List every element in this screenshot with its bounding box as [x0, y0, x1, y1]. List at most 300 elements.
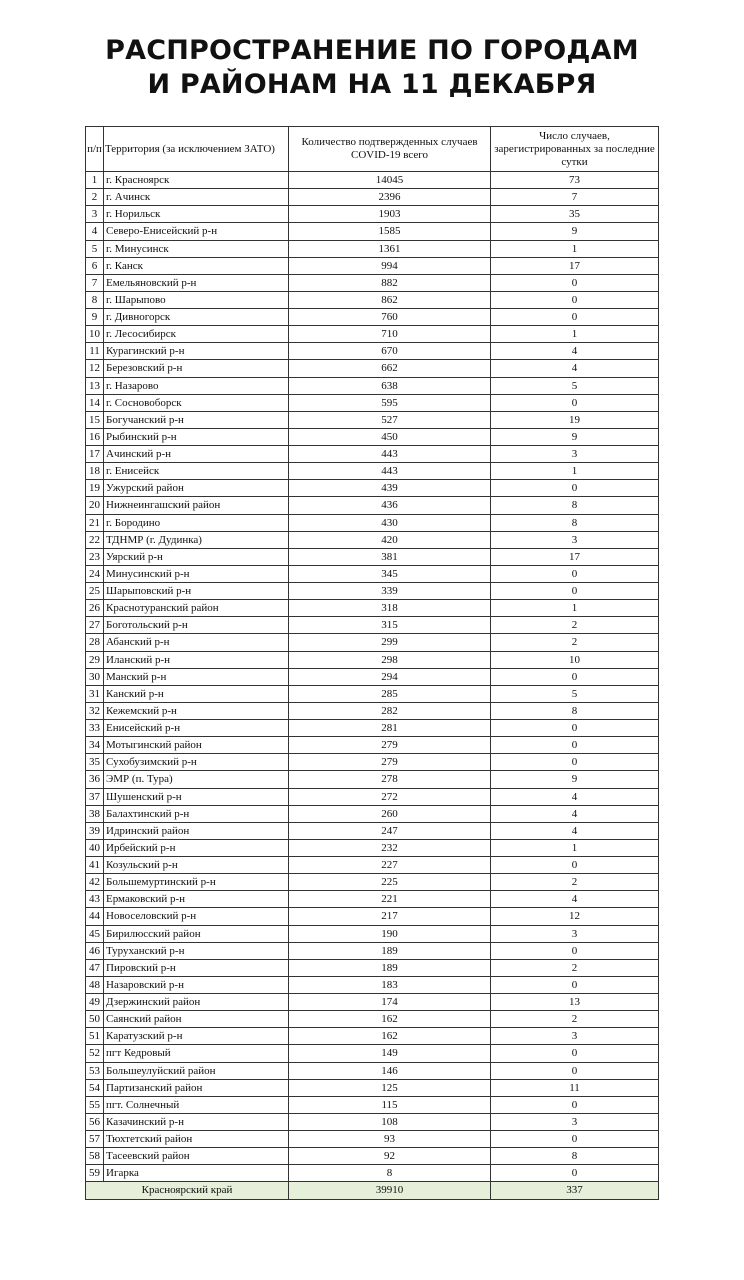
- row-territory: Казачинский р-н: [104, 1113, 289, 1130]
- row-daily-cases: 1: [491, 326, 659, 343]
- row-total-cases: 381: [289, 548, 491, 565]
- table-row: [86, 857, 659, 874]
- row-number: 49: [86, 994, 104, 1011]
- row-daily-cases: 11: [491, 1079, 659, 1096]
- row-daily-cases: 0: [491, 668, 659, 685]
- row-total-cases: 279: [289, 737, 491, 754]
- row-daily-cases: 3: [491, 446, 659, 463]
- row-daily-cases: 0: [491, 394, 659, 411]
- row-daily-cases: 0: [491, 1165, 659, 1182]
- row-number: 31: [86, 685, 104, 702]
- row-territory: г. Енисейск: [104, 463, 289, 480]
- row-total-cases: 345: [289, 565, 491, 582]
- row-number: 16: [86, 428, 104, 445]
- row-territory: г. Ачинск: [104, 189, 289, 206]
- row-daily-cases: 0: [491, 565, 659, 582]
- row-territory: Северо-Енисейский р-н: [104, 223, 289, 240]
- row-number: 11: [86, 343, 104, 360]
- table-row: [86, 754, 659, 771]
- row-total-cases: 227: [289, 857, 491, 874]
- row-total-cases: 183: [289, 976, 491, 993]
- row-total-cases: 8: [289, 1165, 491, 1182]
- row-daily-cases: 0: [491, 720, 659, 737]
- table-row: [86, 959, 659, 976]
- row-number: 12: [86, 360, 104, 377]
- page-title-line-1: РАСПРОСТРАНЕНИЕ ПО ГОРОДАМ: [105, 35, 639, 66]
- table-row: [86, 668, 659, 685]
- row-total-cases: 994: [289, 257, 491, 274]
- table-row: [86, 326, 659, 343]
- row-number: 1: [86, 172, 104, 189]
- page-title: [0, 34, 744, 102]
- row-number: 50: [86, 1011, 104, 1028]
- row-number: 41: [86, 857, 104, 874]
- row-total-cases: 420: [289, 531, 491, 548]
- row-territory: Шарыповский р-н: [104, 583, 289, 600]
- table-row: [86, 274, 659, 291]
- row-number: 33: [86, 720, 104, 737]
- row-number: 29: [86, 651, 104, 668]
- table-row: [86, 343, 659, 360]
- row-territory: г. Шарыпово: [104, 291, 289, 308]
- page-title-line-2: И РАЙОНАМ НА 11 ДЕКАБРЯ: [147, 69, 597, 100]
- total-row-daily-cases: 337: [491, 1182, 659, 1199]
- row-number: 54: [86, 1079, 104, 1096]
- row-territory: г. Лесосибирск: [104, 326, 289, 343]
- table-row: [86, 291, 659, 308]
- covid-cases-table: [85, 126, 659, 1200]
- row-territory: Канский р-н: [104, 685, 289, 702]
- row-total-cases: 862: [289, 291, 491, 308]
- table-row: [86, 309, 659, 326]
- row-territory: Енисейский р-н: [104, 720, 289, 737]
- row-total-cases: 225: [289, 874, 491, 891]
- row-number: 21: [86, 514, 104, 531]
- row-daily-cases: 3: [491, 531, 659, 548]
- row-daily-cases: 8: [491, 497, 659, 514]
- row-territory: г. Красноярск: [104, 172, 289, 189]
- row-territory: Кежемский р-н: [104, 702, 289, 719]
- table-row: [86, 480, 659, 497]
- row-daily-cases: 1: [491, 240, 659, 257]
- row-daily-cases: 17: [491, 548, 659, 565]
- row-daily-cases: 9: [491, 428, 659, 445]
- row-territory: Абанский р-н: [104, 634, 289, 651]
- row-territory: г. Сосновоборск: [104, 394, 289, 411]
- row-territory: Большемуртинский р-н: [104, 874, 289, 891]
- row-number: 43: [86, 891, 104, 908]
- row-territory: пгт Кедровый: [104, 1045, 289, 1062]
- table-row: [86, 1165, 659, 1182]
- table-row: [86, 1011, 659, 1028]
- row-territory: Бирилюсский район: [104, 925, 289, 942]
- row-daily-cases: 0: [491, 291, 659, 308]
- row-total-cases: 710: [289, 326, 491, 343]
- row-territory: Березовский р-н: [104, 360, 289, 377]
- table-row: [86, 411, 659, 428]
- row-daily-cases: 3: [491, 1028, 659, 1045]
- table-row: [86, 737, 659, 754]
- row-total-cases: 315: [289, 617, 491, 634]
- table-row: [86, 1096, 659, 1113]
- row-territory: Краснотуранский район: [104, 600, 289, 617]
- row-territory: Сухобузимский р-н: [104, 754, 289, 771]
- row-daily-cases: 0: [491, 857, 659, 874]
- row-number: 23: [86, 548, 104, 565]
- row-territory: Идринский район: [104, 822, 289, 839]
- row-daily-cases: 0: [491, 1045, 659, 1062]
- row-total-cases: 339: [289, 583, 491, 600]
- row-total-cases: 278: [289, 771, 491, 788]
- header-total-cases: Количество подтвержденных случаев COVID-19 всего: [289, 127, 491, 172]
- row-territory: Боготольский р-н: [104, 617, 289, 634]
- row-total-cases: 146: [289, 1062, 491, 1079]
- row-daily-cases: 5: [491, 377, 659, 394]
- table-row: [86, 446, 659, 463]
- row-total-cases: 595: [289, 394, 491, 411]
- row-territory: пгт. Солнечный: [104, 1096, 289, 1113]
- row-daily-cases: 19: [491, 411, 659, 428]
- row-territory: Пировский р-н: [104, 959, 289, 976]
- row-territory: Ачинский р-н: [104, 446, 289, 463]
- row-number: 19: [86, 480, 104, 497]
- row-territory: Ирбейский р-н: [104, 839, 289, 856]
- row-territory: Партизанский район: [104, 1079, 289, 1096]
- row-total-cases: 232: [289, 839, 491, 856]
- row-total-cases: 527: [289, 411, 491, 428]
- row-total-cases: 115: [289, 1096, 491, 1113]
- row-total-cases: 299: [289, 634, 491, 651]
- row-total-cases: 1903: [289, 206, 491, 223]
- total-row-label: Красноярский край: [86, 1182, 289, 1199]
- row-daily-cases: 10: [491, 651, 659, 668]
- row-number: 13: [86, 377, 104, 394]
- row-daily-cases: 3: [491, 925, 659, 942]
- row-total-cases: 443: [289, 463, 491, 480]
- table-row: [86, 942, 659, 959]
- row-daily-cases: 1: [491, 463, 659, 480]
- row-daily-cases: 2: [491, 874, 659, 891]
- table-row: [86, 1028, 659, 1045]
- table-row: [86, 394, 659, 411]
- row-daily-cases: 2: [491, 959, 659, 976]
- row-number: 45: [86, 925, 104, 942]
- row-territory: Ужурский район: [104, 480, 289, 497]
- row-daily-cases: 0: [491, 309, 659, 326]
- row-daily-cases: 13: [491, 994, 659, 1011]
- row-total-cases: 882: [289, 274, 491, 291]
- row-daily-cases: 0: [491, 583, 659, 600]
- table-row: [86, 1131, 659, 1148]
- row-total-cases: 318: [289, 600, 491, 617]
- table-row: [86, 822, 659, 839]
- row-daily-cases: 4: [491, 343, 659, 360]
- row-daily-cases: 4: [491, 805, 659, 822]
- row-number: 55: [86, 1096, 104, 1113]
- row-daily-cases: 3: [491, 1113, 659, 1130]
- row-daily-cases: 73: [491, 172, 659, 189]
- row-daily-cases: 0: [491, 942, 659, 959]
- row-territory: Ермаковский р-н: [104, 891, 289, 908]
- row-number: 56: [86, 1113, 104, 1130]
- row-territory: Большеулуйский район: [104, 1062, 289, 1079]
- table-row: [86, 360, 659, 377]
- row-territory: Козульский р-н: [104, 857, 289, 874]
- header-daily-cases: Число случаев, зарегистрированных за последние сутки: [491, 127, 659, 172]
- row-territory: Мотыгинский район: [104, 737, 289, 754]
- row-number: 47: [86, 959, 104, 976]
- row-total-cases: 221: [289, 891, 491, 908]
- row-territory: Рыбинский р-н: [104, 428, 289, 445]
- row-number: 8: [86, 291, 104, 308]
- row-total-cases: 443: [289, 446, 491, 463]
- row-daily-cases: 0: [491, 480, 659, 497]
- row-daily-cases: 2: [491, 617, 659, 634]
- row-daily-cases: 35: [491, 206, 659, 223]
- row-territory: г. Канск: [104, 257, 289, 274]
- row-total-cases: 217: [289, 908, 491, 925]
- row-daily-cases: 17: [491, 257, 659, 274]
- table-row: [86, 600, 659, 617]
- row-daily-cases: 0: [491, 754, 659, 771]
- header-territory: Территория (за исключением ЗАТО): [104, 127, 289, 172]
- table-row: [86, 548, 659, 565]
- table-row: [86, 685, 659, 702]
- row-territory: Новоселовский р-н: [104, 908, 289, 925]
- row-total-cases: 285: [289, 685, 491, 702]
- table-row: [86, 257, 659, 274]
- row-total-cases: 294: [289, 668, 491, 685]
- row-daily-cases: 0: [491, 274, 659, 291]
- table-row: [86, 463, 659, 480]
- table-row: [86, 788, 659, 805]
- row-number: 17: [86, 446, 104, 463]
- table-row: [86, 891, 659, 908]
- row-daily-cases: 4: [491, 822, 659, 839]
- row-number: 58: [86, 1148, 104, 1165]
- row-territory: г. Назарово: [104, 377, 289, 394]
- row-total-cases: 260: [289, 805, 491, 822]
- table-row: [86, 925, 659, 942]
- row-daily-cases: 0: [491, 737, 659, 754]
- row-number: 37: [86, 788, 104, 805]
- row-total-cases: 662: [289, 360, 491, 377]
- row-number: 59: [86, 1165, 104, 1182]
- table-row: [86, 994, 659, 1011]
- row-number: 27: [86, 617, 104, 634]
- table-row: [86, 189, 659, 206]
- row-number: 9: [86, 309, 104, 326]
- row-number: 3: [86, 206, 104, 223]
- row-total-cases: 14045: [289, 172, 491, 189]
- total-row-total-cases: 39910: [289, 1182, 491, 1199]
- row-number: 32: [86, 702, 104, 719]
- row-daily-cases: 5: [491, 685, 659, 702]
- row-daily-cases: 4: [491, 788, 659, 805]
- row-daily-cases: 2: [491, 634, 659, 651]
- table-row: [86, 702, 659, 719]
- row-number: 18: [86, 463, 104, 480]
- table-row: [86, 583, 659, 600]
- row-territory: Игарка: [104, 1165, 289, 1182]
- row-territory: г. Норильск: [104, 206, 289, 223]
- row-total-cases: 247: [289, 822, 491, 839]
- row-total-cases: 272: [289, 788, 491, 805]
- row-daily-cases: 0: [491, 1131, 659, 1148]
- row-total-cases: 638: [289, 377, 491, 394]
- table-row: [86, 617, 659, 634]
- row-territory: г. Бородино: [104, 514, 289, 531]
- total-row: [86, 1182, 659, 1199]
- row-territory: Тасеевский район: [104, 1148, 289, 1165]
- row-total-cases: 282: [289, 702, 491, 719]
- table-row: [86, 497, 659, 514]
- row-total-cases: 760: [289, 309, 491, 326]
- row-total-cases: 298: [289, 651, 491, 668]
- row-territory: Уярский р-н: [104, 548, 289, 565]
- table-body: [86, 172, 659, 1200]
- table-row: [86, 1148, 659, 1165]
- row-daily-cases: 0: [491, 1062, 659, 1079]
- table-row: [86, 531, 659, 548]
- row-number: 28: [86, 634, 104, 651]
- row-territory: Курагинский р-н: [104, 343, 289, 360]
- row-number: 39: [86, 822, 104, 839]
- row-total-cases: 93: [289, 1131, 491, 1148]
- row-territory: Минусинский р-н: [104, 565, 289, 582]
- table-row: [86, 1079, 659, 1096]
- row-number: 48: [86, 976, 104, 993]
- row-daily-cases: 9: [491, 771, 659, 788]
- row-daily-cases: 9: [491, 223, 659, 240]
- row-daily-cases: 4: [491, 360, 659, 377]
- row-daily-cases: 8: [491, 514, 659, 531]
- row-number: 4: [86, 223, 104, 240]
- row-number: 30: [86, 668, 104, 685]
- table-row: [86, 908, 659, 925]
- row-territory: Туруханский р-н: [104, 942, 289, 959]
- table-row: [86, 223, 659, 240]
- row-daily-cases: 1: [491, 839, 659, 856]
- row-total-cases: 436: [289, 497, 491, 514]
- row-total-cases: 149: [289, 1045, 491, 1062]
- row-number: 36: [86, 771, 104, 788]
- row-total-cases: 125: [289, 1079, 491, 1096]
- row-number: 57: [86, 1131, 104, 1148]
- row-number: 42: [86, 874, 104, 891]
- header-number: п/п: [86, 127, 104, 172]
- row-territory: Дзержинский район: [104, 994, 289, 1011]
- row-number: 34: [86, 737, 104, 754]
- row-number: 35: [86, 754, 104, 771]
- row-number: 7: [86, 274, 104, 291]
- row-number: 40: [86, 839, 104, 856]
- table-row: [86, 634, 659, 651]
- row-number: 20: [86, 497, 104, 514]
- row-number: 22: [86, 531, 104, 548]
- row-total-cases: 1585: [289, 223, 491, 240]
- row-territory: ТДНМР (г. Дудинка): [104, 531, 289, 548]
- table-row: [86, 514, 659, 531]
- row-total-cases: 279: [289, 754, 491, 771]
- table-row: [86, 771, 659, 788]
- row-daily-cases: 2: [491, 1011, 659, 1028]
- row-total-cases: 430: [289, 514, 491, 531]
- table-row: [86, 1045, 659, 1062]
- table-row: [86, 206, 659, 223]
- row-number: 6: [86, 257, 104, 274]
- table-row: [86, 720, 659, 737]
- row-number: 38: [86, 805, 104, 822]
- row-number: 25: [86, 583, 104, 600]
- row-total-cases: 162: [289, 1011, 491, 1028]
- row-territory: Балахтинский р-н: [104, 805, 289, 822]
- row-total-cases: 162: [289, 1028, 491, 1045]
- row-number: 53: [86, 1062, 104, 1079]
- table-row: [86, 565, 659, 582]
- row-total-cases: 189: [289, 959, 491, 976]
- row-number: 2: [86, 189, 104, 206]
- row-daily-cases: 0: [491, 976, 659, 993]
- row-number: 26: [86, 600, 104, 617]
- row-number: 24: [86, 565, 104, 582]
- table-row: [86, 805, 659, 822]
- row-territory: Каратузский р-н: [104, 1028, 289, 1045]
- row-territory: Емельяновский р-н: [104, 274, 289, 291]
- row-daily-cases: 1: [491, 600, 659, 617]
- table-row: [86, 839, 659, 856]
- row-total-cases: 439: [289, 480, 491, 497]
- row-territory: ЭМР (п. Тура): [104, 771, 289, 788]
- row-total-cases: 281: [289, 720, 491, 737]
- table-header-row: [86, 127, 659, 172]
- row-number: 10: [86, 326, 104, 343]
- row-number: 5: [86, 240, 104, 257]
- row-number: 51: [86, 1028, 104, 1045]
- row-territory: Саянский район: [104, 1011, 289, 1028]
- table-row: [86, 172, 659, 189]
- row-daily-cases: 0: [491, 1096, 659, 1113]
- row-total-cases: 190: [289, 925, 491, 942]
- table-row: [86, 240, 659, 257]
- table-row: [86, 1113, 659, 1130]
- row-total-cases: 189: [289, 942, 491, 959]
- row-total-cases: 670: [289, 343, 491, 360]
- table-row: [86, 377, 659, 394]
- row-daily-cases: 7: [491, 189, 659, 206]
- row-total-cases: 174: [289, 994, 491, 1011]
- row-total-cases: 450: [289, 428, 491, 445]
- row-territory: Назаровский р-н: [104, 976, 289, 993]
- row-number: 46: [86, 942, 104, 959]
- table-row: [86, 651, 659, 668]
- row-daily-cases: 8: [491, 1148, 659, 1165]
- row-total-cases: 1361: [289, 240, 491, 257]
- row-territory: г. Минусинск: [104, 240, 289, 257]
- row-total-cases: 92: [289, 1148, 491, 1165]
- table-row: [86, 428, 659, 445]
- table-row: [86, 1062, 659, 1079]
- row-territory: Богучанский р-н: [104, 411, 289, 428]
- row-number: 44: [86, 908, 104, 925]
- row-territory: Нижнеингашский район: [104, 497, 289, 514]
- row-total-cases: 108: [289, 1113, 491, 1130]
- row-territory: Иланский р-н: [104, 651, 289, 668]
- row-daily-cases: 8: [491, 702, 659, 719]
- row-territory: Манский р-н: [104, 668, 289, 685]
- row-number: 14: [86, 394, 104, 411]
- row-number: 52: [86, 1045, 104, 1062]
